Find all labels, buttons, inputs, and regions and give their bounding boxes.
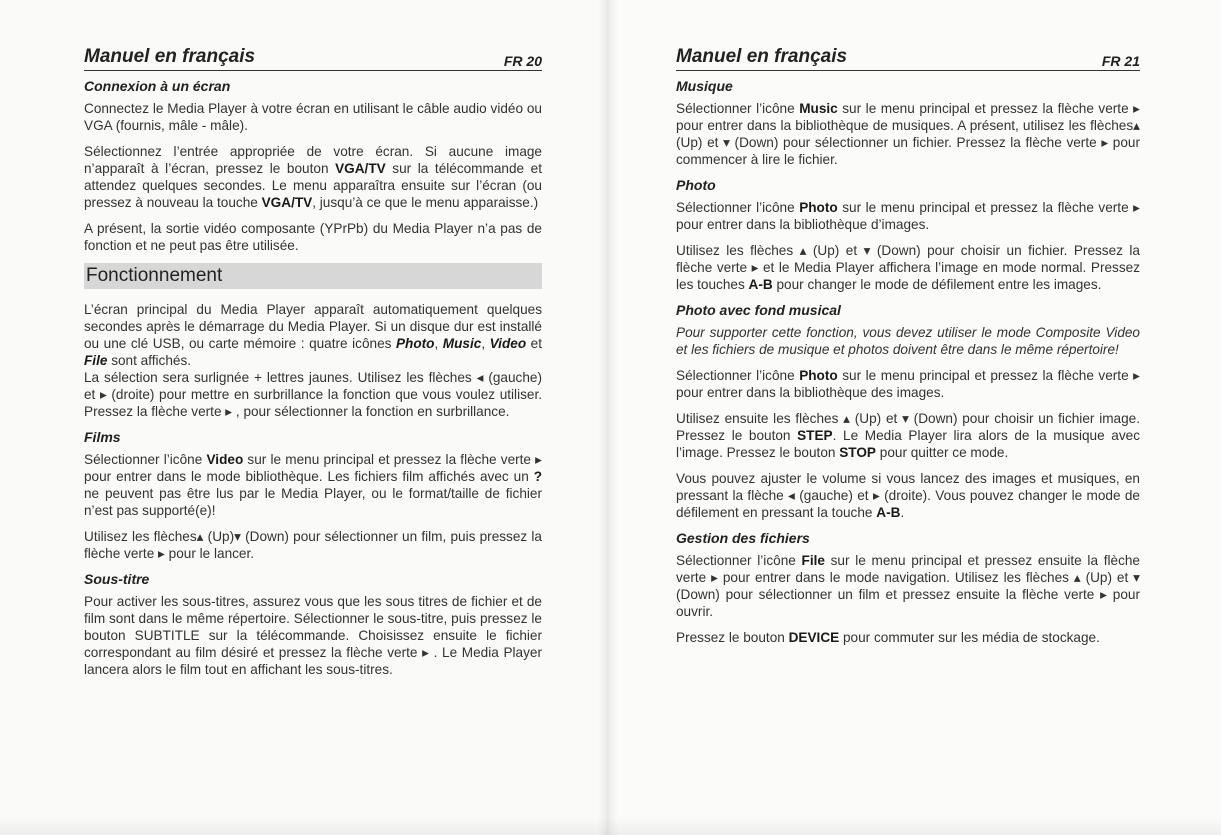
paragraph: Connectez le Media Player à votre écran en utilisant le câble audio vidéo ou VGA (fournis, mâle - mâle).	[84, 101, 542, 133]
paragraph: Sélectionner l’icône Music sur le menu principal et pressez la flèche verte ▸ pour entrer dans la bibliothèque de musiques. A présent, utilisez les flèches▴ (Up) et ▾ (Down) pour sélectionner un fichier. Pressez la flèche verte ▸ pour commencer à lire le fichier.	[676, 101, 1140, 167]
paragraph: Sélectionnez l’entrée appropriée de votre écran. Si aucune image n’apparaît à l’écran, pressez le bouton VGA/TV sur la télécommande et attendez quelques secondes. Le menu apparaîtra ensuite sur l’écran (ou pressez à nouveau la touche VGA/TV, jusqu’à ce que le menu apparaisse.)	[84, 144, 542, 210]
paragraph: Sélectionner l’icône Video sur le menu principal et pressez la flèche verte ▸ pour entrer dans le mode bibliothèque. Les fichiers film affichés avec un ? ne peuvent pas être lus par le Media Player, ou le format/taille de fichier n’est pas supporté(e)!	[84, 452, 542, 518]
section-heading-soustitre: Sous-titre	[84, 571, 150, 587]
paragraph: Utilisez les flèches ▴ (Up) et ▾ (Down) pour choisir un fichier. Pressez la flèche verte ▸ et le Media Player affichera l’image en mode normal. Pressez les touches A-B pour changer le mode de défilement entre les images.	[676, 243, 1140, 292]
paragraph: Pressez le bouton DEVICE pour commuter sur les média de stockage.	[676, 630, 1100, 645]
paragraph: Sélectionner l’icône Photo sur le menu principal et pressez la flèche verte ▸ pour entrer dans la bibliothèque d’images.	[676, 200, 1140, 232]
section-heading-gestion: Gestion des fichiers	[676, 530, 810, 546]
header-title: Manuel en français	[84, 46, 256, 67]
page-right	[608, 0, 1221, 835]
paragraph: Utilisez ensuite les flèches ▴ (Up) et ▾ (Down) pour choisir un fichier image. Pressez le bouton STEP. Le Media Player lira alors de la musique avec l’image. Pressez le bouton STOP pour quitter ce mode.	[676, 411, 1140, 460]
section-heading-musique: Musique	[676, 78, 733, 94]
paragraph: Pour activer les sous-titres, assurez vous que les sous titres de fichier et de film sont dans le même répertoire. Sélectionner le sous-titre, puis pressez le bouton SUBTITLE sur la télécommande. Choisissez ensuite le fichier correspondant au film désiré et pressez la flèche verte ▸ . Le Media Player lancera alors le film tout en affichant les sous-titres.	[84, 594, 542, 677]
page-header	[676, 44, 1140, 71]
section-heading-films: Films	[84, 429, 121, 445]
paragraph: La sélection sera surlignée + lettres jaunes. Utilisez les flèches ◂ (gauche) et ▸ (droite) pour mettre en surbrillance la fonction que vous voulez utiliser. Pressez la flèche verte ▸ , pour sélectionner la fonction en surbrillance.	[84, 370, 542, 419]
section-heading-photo: Photo	[676, 177, 716, 193]
paragraph: Utilisez les flèches▴ (Up)▾ (Down) pour sélectionner un film, puis pressez la flèche verte ▸ pour le lancer.	[84, 529, 542, 561]
paragraph: Sélectionner l’icône Photo sur le menu principal et pressez la flèche verte ▸ pour entrer dans la bibliothèque des images.	[676, 368, 1140, 400]
section-title-bar	[84, 263, 542, 289]
page-bottom-edge	[0, 817, 1221, 835]
section-heading-photo-musical: Photo avec fond musical	[676, 302, 841, 318]
section-heading-connexion: Connexion à un écran	[84, 78, 231, 94]
page-content	[84, 78, 542, 687]
page-number: FR 20	[503, 53, 542, 69]
paragraph: Sélectionner l’icône File sur le menu principal et pressez ensuite la flèche verte ▸ pour entrer dans le mode navigation. Utilisez les flèches ▴ (Up) et ▾ (Down) pour sélectionner un film et pressez ensuite la flèche verte ▸ pour ouvrir.	[676, 553, 1140, 619]
page-number: FR 21	[1101, 53, 1140, 69]
paragraph: Vous pouvez ajuster le volume si vous lancez des images et musiques, en pressant la flèche ◂ (gauche) et ▸ (droite). Vous pouvez changer le mode de défilement en pressant la touche A-B.	[676, 471, 1140, 520]
page-header	[84, 44, 542, 71]
paragraph: L’écran principal du Media Player apparaît automatiquement quelques secondes après le démarrage du Media Player. Si un disque dur est installé ou une clé USB, ou carte mémoire : quatre icônes Photo, Music, Video et File sont affichés.	[84, 302, 542, 368]
page-content	[676, 78, 1140, 655]
paragraph: A présent, la sortie vidéo composante (YPrPb) du Media Player n’a pas de fonction et ne peut pas être utilisée.	[84, 221, 542, 253]
section-title: Fonctionnement	[86, 265, 223, 286]
header-title: Manuel en français	[676, 46, 848, 67]
page-gutter-shadow	[598, 0, 618, 835]
paragraph-note: Pour supporter cette fonction, vous devez utiliser le mode Composite Video et les fichiers de musique et photos doivent être dans le même répertoire!	[676, 325, 1140, 357]
page-left	[0, 0, 608, 835]
